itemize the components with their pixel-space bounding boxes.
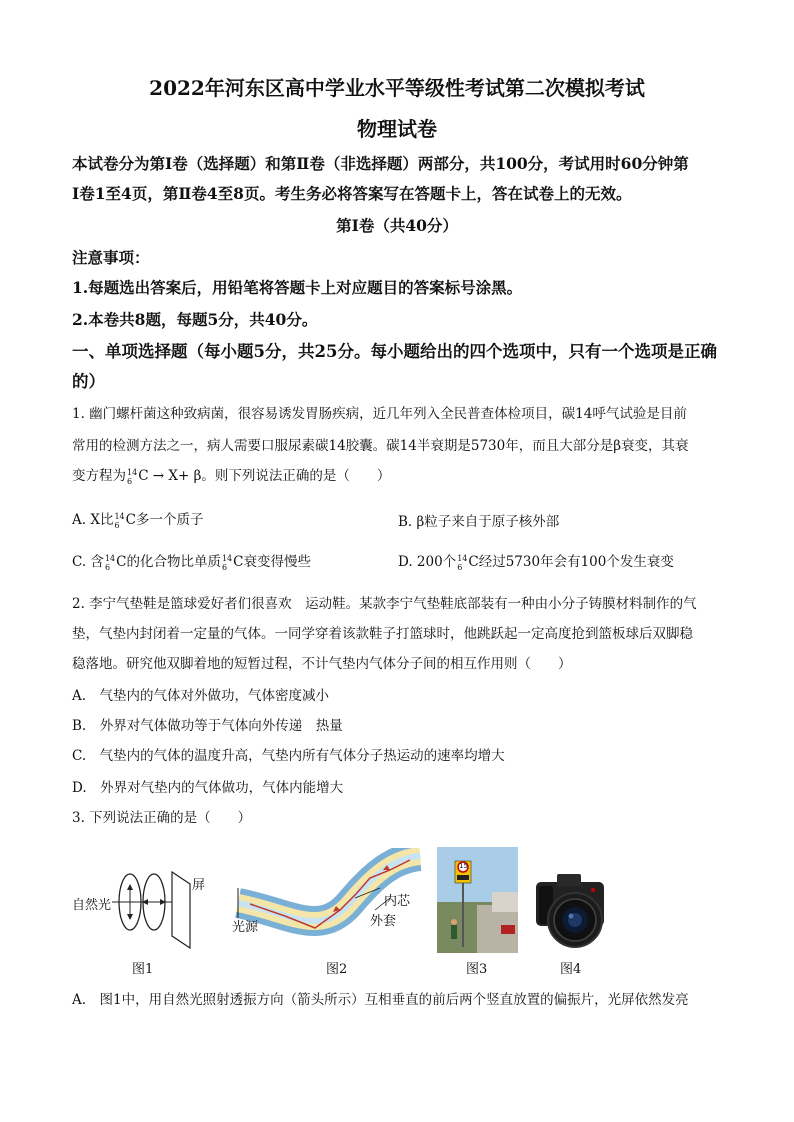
fig1-natural-light-label: 自然光 <box>72 898 112 913</box>
notes-item-1: 1.每题选出答案后，用铅笔将答题卡上对应题目的答案标号涂黑。 <box>72 278 523 297</box>
section-title: 第Ⅰ卷（共40分） <box>336 216 458 235</box>
q2-line-2: 垫，气垫内封闭着一定量的气体。一同学穿着该款鞋子打篮球时，他跳跃起一定高度抢到篮板球后双脚稳 <box>72 626 693 642</box>
q2-option-c: C. 气垫内的气体的温度升高，气垫内所有气体分子热运动的速率均增大 <box>72 748 505 764</box>
fig4-caption: 图4 <box>560 962 582 977</box>
q3-stem: 3. 下列说法正确的是（ ） <box>72 810 252 826</box>
q2-option-a: A. 气垫内的气体对外做功，气体密度减小 <box>72 688 330 704</box>
q2-option-b: B. 外界对气体做功等于气体向外传递 热量 <box>72 718 343 734</box>
notes-heading: 注意事项： <box>72 248 150 267</box>
q1-option-c: C. 含 14 6 C的化合物比单质 14 6 C衰变得慢些 <box>72 553 311 572</box>
part-one-heading: 一、单项选择题（每小题5分，共25分。每小题给出的四个选项中，只有一个选项是正确 <box>72 342 717 361</box>
q1-option-d: D. 200个 14 6 C经过5730年会有100个发生衰变 <box>398 553 674 572</box>
fig2-caption: 图2 <box>326 962 348 977</box>
q2-line-1: 2. 李宁气垫鞋是篮球爱好者们很喜欢 运动鞋。某款李宁气垫鞋底部装有一种由小分子铸膜材料制作的气 <box>72 596 697 612</box>
exam-title: 2022年河东区高中学业水平等级性考试第二次模拟考试 <box>149 76 645 100</box>
fig3-sign-number: 15 <box>459 862 468 870</box>
fig2-cladding-label: 外套 <box>370 914 397 929</box>
q2-option-d: D. 外界对气垫内的气体做功，气体内能增大 <box>72 780 344 796</box>
notes-item-2: 2.本卷共8题，每题5分，共40分。 <box>72 310 318 329</box>
q1-option-a: A. X比 14 6 C多一个质子 <box>72 511 204 530</box>
fig2-light-source-label: 光源 <box>232 920 259 935</box>
q1-line-3: 变方程为 14 6 C → X+ β。则下列说法正确的是（ ） <box>72 467 391 486</box>
paper-subtitle: 物理试卷 <box>357 117 437 141</box>
q1-line-1: 1. 幽门螺杆菌这种致病菌，很容易诱发胃肠疾病，近几年列入全民普查体检项目，碳14呼气试验是目前 <box>72 406 687 422</box>
q1-line-2: 常用的检测方法之一，病人需要口服尿素碳14胶囊。碳14半衰期是5730年，而且大部分是β衰变，其衰 <box>72 438 689 454</box>
fig3-caption: 图3 <box>466 962 488 977</box>
q2-line-3: 稳落地。研究他双脚着地的短暂过程，不计气垫内气体分子间的相互作用则（ ） <box>72 656 572 672</box>
q3-option-a: A. 图1中，用自然光照射透振方向（箭头所示）互相垂直的前后两个竖直放置的偏振片，光屏依然发亮 <box>72 992 689 1008</box>
q1-option-b: B. β粒子来自于原子核外部 <box>398 514 560 530</box>
figure-3-speed-camera-photo <box>437 847 518 953</box>
fig1-caption: 图1 <box>132 962 154 977</box>
carbon-isotope-notation: 14 6 <box>127 467 138 486</box>
intro-line-2: Ⅰ卷1至4页，第Ⅱ卷4至8页。考生务必将答案写在答题卡上，答在试卷上的无效。 <box>72 184 632 203</box>
figure-4-camera <box>533 872 607 954</box>
fig2-core-label: 内芯 <box>384 894 411 909</box>
intro-line-1: 本试卷分为第Ⅰ卷（选择题）和第Ⅱ卷（非选择题）两部分，共100分，考试用时60分钟第 <box>72 154 689 173</box>
part-one-heading-cont: 的） <box>72 372 105 391</box>
fig1-screen-label: 屏 <box>192 878 206 893</box>
